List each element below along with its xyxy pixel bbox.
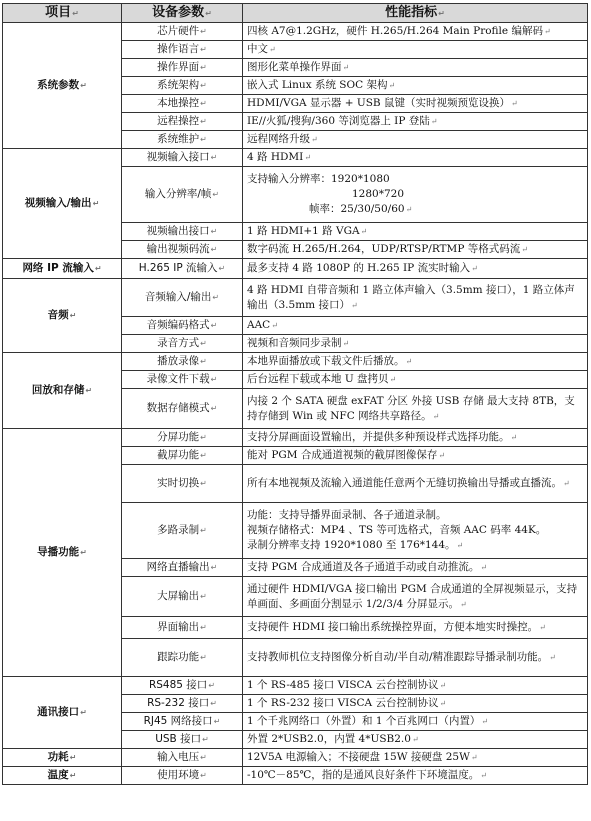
return-mark: ↵ [210, 245, 218, 254]
performance-text: 支持分屏画面设置输出，并提供多种预设样式选择功能。↵ [247, 431, 518, 443]
performance-text: 内接 2 个 SATA 硬盘 exFAT 分区 外接 USB 存储 最大支持 8TB，支持存储到 Win 或 NFC 网络共享路径。↵ [247, 394, 575, 422]
header-device-params: 设备参数↵ [122, 4, 243, 23]
performance-text: 所有本地视频及流输入通道能任意两个无缝切换输出导播或直播流。↵ [247, 477, 570, 489]
performance-text: 支持教师机位支持图像分析自动/半自动/精准跟踪导播录制功能。↵ [247, 651, 556, 663]
performance-text: 本地界面播放或下载文件后播放。↵ [247, 355, 413, 367]
param-cell [122, 317, 243, 335]
performance-text: 四核 A7@1.2GHz，硬件 H.265/H.264 Main Profile 编解码↵ [247, 25, 551, 37]
performance-cell [243, 749, 588, 767]
performance-cell [243, 677, 588, 695]
header-row [3, 4, 588, 23]
param-cell [122, 95, 243, 113]
table-row [3, 259, 588, 279]
performance-cell [243, 559, 588, 577]
performance-text: 1 个 RS-485 接口 VISCA 云台控制协议↵ [247, 679, 447, 691]
category-label: 网络 IP 流输入 [22, 262, 94, 274]
param-cell [122, 767, 243, 785]
performance-cell [243, 447, 588, 465]
param-label: RJ45 网络接口 [143, 715, 213, 727]
performance-cell [243, 767, 588, 785]
param-label: 多路录制 [157, 524, 200, 536]
return-mark: ↵ [69, 753, 77, 762]
performance-text: 视频存储格式：MP4 、TS 等可选格式，音频 AAC 码率 44K。 [247, 524, 547, 536]
performance-text: 图形化菜单操作界面↵ [247, 61, 350, 73]
return-mark: ↵ [200, 753, 207, 762]
return-mark: ↵ [69, 771, 77, 780]
table-row [3, 23, 588, 41]
param-cell [122, 617, 243, 639]
return-mark: ↵ [200, 653, 207, 662]
performance-cell [243, 353, 588, 371]
param-cell [122, 639, 243, 677]
performance-text: 1 个千兆网络口（外置）和 1 个百兆网口（内置）↵ [247, 715, 489, 727]
performance-text: 外置 2*USB2.0，内置 4*USB2.0↵ [247, 733, 419, 745]
category-cell [3, 353, 122, 429]
return-mark: ↵ [210, 375, 218, 384]
param-cell [122, 113, 243, 131]
param-cell [122, 59, 243, 77]
param-cell [122, 559, 243, 577]
return-mark: ↵ [85, 386, 93, 395]
performance-cell [243, 713, 588, 731]
param-cell [122, 749, 243, 767]
param-label: 界面输出 [157, 621, 200, 633]
category-cell [3, 23, 122, 149]
performance-cell [243, 113, 588, 131]
return-mark: ↵ [411, 735, 419, 744]
param-cell [122, 41, 243, 59]
category-label: 温度 [47, 769, 69, 781]
param-label: RS-232 接口 [147, 697, 210, 709]
performance-cell [243, 695, 588, 713]
return-mark: ↵ [539, 623, 546, 632]
return-mark: ↵ [304, 153, 312, 162]
param-label: H.265 IP 流输入 [138, 262, 218, 274]
param-cell [122, 695, 243, 713]
return-mark: ↵ [311, 135, 318, 144]
param-label: 数据存储模式 [146, 402, 210, 414]
param-cell [122, 77, 243, 95]
param-cell [122, 465, 243, 503]
return-mark: ↵ [212, 293, 220, 302]
category-cell [3, 767, 122, 785]
performance-text: -10℃－85℃，指的是通风良好条件下环境温度。↵ [247, 769, 487, 781]
performance-text: 12V5A 电源输入；不接硬盘 15W 接硬盘 25W↵ [247, 751, 478, 763]
return-mark: ↵ [80, 708, 87, 717]
performance-cell [243, 241, 588, 259]
param-label: 录像文件下载 [146, 373, 210, 385]
table-row [3, 767, 588, 785]
return-mark: ↵ [210, 563, 218, 572]
param-label: 芯片硬件 [157, 25, 200, 37]
performance-text: 最多支持 4 路 1080P 的 H.265 IP 流实时输入↵ [247, 262, 478, 274]
header-project: 项目↵ [3, 4, 122, 23]
param-cell [122, 335, 243, 353]
performance-text: AAC↵ [247, 319, 278, 331]
performance-cell [243, 429, 588, 447]
param-cell [122, 577, 243, 617]
param-label: 输入分辨率/帧 [144, 188, 212, 200]
performance-text: 支持硬件 HDMI 接口输出系统操控界面，方便本地实时操控。↵ [247, 621, 546, 633]
category-label: 功耗 [47, 751, 69, 763]
performance-text: 4 路 HDMI 自带音频和 1 路立体声输入（3.5mm 接口），1 路立体声输出（3.5mm 接口）↵ [247, 283, 575, 311]
return-mark: ↵ [456, 541, 464, 550]
param-label: 网络直播输出 [146, 561, 210, 573]
param-cell [122, 259, 243, 279]
return-mark: ↵ [350, 300, 358, 310]
return-mark: ↵ [389, 375, 397, 384]
performance-text: 数字码流 H.265/H.264，UDP/RTSP/RTMP 等格式码流↵ [247, 243, 528, 255]
category-label: 通讯接口 [37, 706, 80, 718]
return-mark: ↵ [521, 245, 528, 254]
table-row [3, 677, 588, 695]
return-mark: ↵ [432, 411, 440, 421]
return-mark: ↵ [212, 190, 220, 199]
param-cell [122, 389, 243, 429]
return-mark: ↵ [210, 404, 218, 413]
table-row [3, 429, 588, 447]
return-mark: ↵ [80, 81, 87, 90]
return-mark: ↵ [200, 27, 207, 36]
performance-text: 4 路 HDMI↵ [247, 151, 312, 163]
param-cell [122, 279, 243, 317]
return-mark: ↵ [213, 717, 221, 726]
spec-body [3, 23, 588, 785]
param-cell [122, 713, 243, 731]
return-mark: ↵ [405, 357, 413, 366]
table-row [3, 353, 588, 371]
return-mark: ↵ [200, 63, 207, 72]
category-label: 视频输入/输出 [24, 197, 92, 209]
return-mark: ↵ [200, 357, 207, 366]
performance-cell [243, 317, 588, 335]
param-label: 系统维护 [157, 133, 200, 145]
param-label: 操作语言 [157, 43, 200, 55]
return-mark: ↵ [439, 681, 447, 690]
performance-text: 支持输入分辨率：1920*1080 [247, 173, 390, 185]
param-cell [122, 429, 243, 447]
param-label: 输入电压 [157, 751, 200, 763]
param-label: 录音方式 [157, 337, 200, 349]
return-mark: ↵ [208, 681, 216, 690]
return-mark: ↵ [460, 599, 467, 609]
performance-cell [243, 131, 588, 149]
return-mark: ↵ [360, 227, 368, 236]
return-mark: ↵ [80, 548, 87, 557]
param-label: 视频输出接口 [146, 225, 210, 237]
param-label: 音频编码格式 [146, 319, 210, 331]
param-label: 分屏功能 [157, 431, 200, 443]
return-mark: ↵ [438, 451, 446, 460]
table-row [3, 279, 588, 317]
return-mark: ↵ [94, 264, 102, 273]
performance-text: 支持 PGM 合成通道及各子通道手动或自动推流。↵ [247, 561, 488, 573]
performance-text: 功能：支持导播界面录制、各子通道录制。 [247, 509, 447, 521]
return-mark: ↵ [210, 321, 218, 330]
param-cell [122, 731, 243, 749]
return-mark: ↵ [510, 99, 518, 108]
return-mark: ↵ [549, 653, 556, 662]
param-cell [122, 447, 243, 465]
return-mark: ↵ [200, 135, 207, 144]
return-mark: ↵ [210, 153, 218, 162]
return-mark: ↵ [210, 227, 218, 236]
performance-cell [243, 77, 588, 95]
return-mark: ↵ [480, 771, 487, 780]
param-label: 截屏功能 [157, 449, 200, 461]
return-mark: ↵ [200, 771, 207, 780]
performance-text: 中文↵ [247, 43, 276, 55]
return-mark: ↵ [405, 205, 413, 214]
param-cell [122, 241, 243, 259]
performance-text: 后台远程下载或本地 U 盘拷贝↵ [247, 373, 397, 385]
performance-text: 1 个 RS-232 接口 VISCA 云台控制协议↵ [247, 697, 447, 709]
param-cell [122, 371, 243, 389]
return-mark: ↵ [470, 753, 478, 762]
performance-cell [243, 371, 588, 389]
return-mark: ↵ [200, 45, 207, 54]
category-cell [3, 677, 122, 749]
param-label: 远程操控 [157, 115, 200, 127]
return-mark: ↵ [481, 717, 489, 726]
category-cell [3, 749, 122, 767]
return-mark: ↵ [271, 321, 278, 330]
return-mark: ↵ [200, 433, 207, 442]
performance-text: 通过硬件 HDMI/VGA 接口输出 PGM 合成通道的全屏视频显示，支持单画面、多画面分割显示 1/2/3/4 分屏显示。↵ [247, 582, 578, 610]
performance-text: 1 路 HDMI+1 路 VGA↵ [247, 225, 368, 237]
return-mark: ↵ [200, 99, 207, 108]
performance-cell [243, 41, 588, 59]
return-mark: ↵ [218, 264, 226, 273]
return-mark: ↵ [342, 339, 350, 348]
return-mark: ↵ [200, 479, 207, 488]
return-mark: ↵ [200, 451, 207, 460]
param-cell [122, 353, 243, 371]
performance-cell [243, 577, 588, 617]
performance-cell [243, 259, 588, 279]
return-mark: ↵ [388, 81, 396, 90]
performance-text: 视频和音频同步录制↵ [247, 337, 350, 349]
return-mark: ↵ [200, 81, 207, 90]
category-label: 音频 [47, 309, 69, 321]
return-mark: ↵ [200, 339, 207, 348]
param-cell [122, 23, 243, 41]
return-mark: ↵ [69, 311, 77, 320]
return-mark: ↵ [430, 117, 438, 126]
param-label: 播放录像 [157, 355, 200, 367]
performance-cell [243, 465, 588, 503]
performance-text: 帧率：25/30/50/60↵ [309, 203, 413, 215]
performance-cell [243, 731, 588, 749]
param-cell [122, 677, 243, 695]
param-label: 输出视频码流 [146, 243, 210, 255]
performance-cell [243, 149, 588, 167]
performance-text: IE//火狐/搜狗/360 等浏览器上 IP 登陆↵ [247, 115, 438, 127]
category-cell [3, 259, 122, 279]
category-cell [3, 149, 122, 259]
return-mark: ↵ [269, 45, 276, 54]
return-mark: ↵ [202, 735, 209, 744]
return-mark: ↵ [471, 264, 478, 273]
performance-cell [243, 389, 588, 429]
category-label: 系统参数 [37, 79, 80, 91]
param-label: 大屏输出 [157, 590, 200, 602]
return-mark: ↵ [510, 433, 518, 442]
param-label: 操作界面 [157, 61, 200, 73]
param-label: 系统架构 [157, 79, 200, 91]
performance-cell [243, 503, 588, 559]
category-label: 导播功能 [37, 546, 80, 558]
performance-text: HDMI/VGA 显示器 + USB 鼠键（实时视频预览设换）↵ [247, 97, 518, 109]
performance-cell [243, 95, 588, 113]
param-label: 使用环境 [157, 769, 200, 781]
param-cell [122, 131, 243, 149]
return-mark: ↵ [92, 199, 100, 208]
param-label: 跟踪功能 [157, 651, 200, 663]
category-label: 回放和存储 [31, 384, 85, 396]
table-row [3, 749, 588, 767]
performance-text: 1280*720 [352, 188, 405, 200]
performance-cell [243, 279, 588, 317]
performance-cell [243, 639, 588, 677]
param-cell [122, 167, 243, 223]
return-mark: ↵ [200, 592, 207, 601]
return-mark: ↵ [480, 563, 488, 572]
performance-cell [243, 23, 588, 41]
performance-cell [243, 59, 588, 77]
performance-text: 远程网络升级↵ [247, 133, 318, 145]
param-cell [122, 223, 243, 241]
param-label: 视频输入接口 [146, 151, 210, 163]
header-performance: 性能指标↵ [243, 4, 588, 23]
param-label: 本地操控 [157, 97, 200, 109]
param-label: RS485 接口 [148, 679, 208, 691]
param-cell [122, 503, 243, 559]
param-label: 音频输入/输出 [144, 291, 212, 303]
return-mark: ↵ [210, 699, 217, 708]
performance-cell [243, 223, 588, 241]
return-mark: ↵ [563, 479, 570, 488]
table-row [3, 149, 588, 167]
category-cell [3, 429, 122, 677]
return-mark: ↵ [200, 117, 207, 126]
return-mark: ↵ [439, 699, 447, 708]
category-cell [3, 279, 122, 353]
performance-cell [243, 335, 588, 353]
param-label: 实时切换 [157, 477, 200, 489]
performance-cell [243, 617, 588, 639]
performance-text: 录制分辨率支持 1920*1080 至 176*144。↵ [247, 539, 464, 551]
performance-text: 能对 PGM 合成通道视频的截屏图像保存↵ [247, 449, 446, 461]
return-mark: ↵ [200, 623, 207, 632]
performance-text: 嵌入式 Linux 系统 SOC 架构↵ [247, 79, 396, 91]
performance-cell [243, 167, 588, 223]
return-mark: ↵ [342, 63, 350, 72]
return-mark: ↵ [543, 27, 551, 36]
param-cell [122, 149, 243, 167]
spec-table [2, 3, 588, 785]
param-label: USB 接口 [155, 733, 202, 745]
return-mark: ↵ [200, 526, 207, 535]
